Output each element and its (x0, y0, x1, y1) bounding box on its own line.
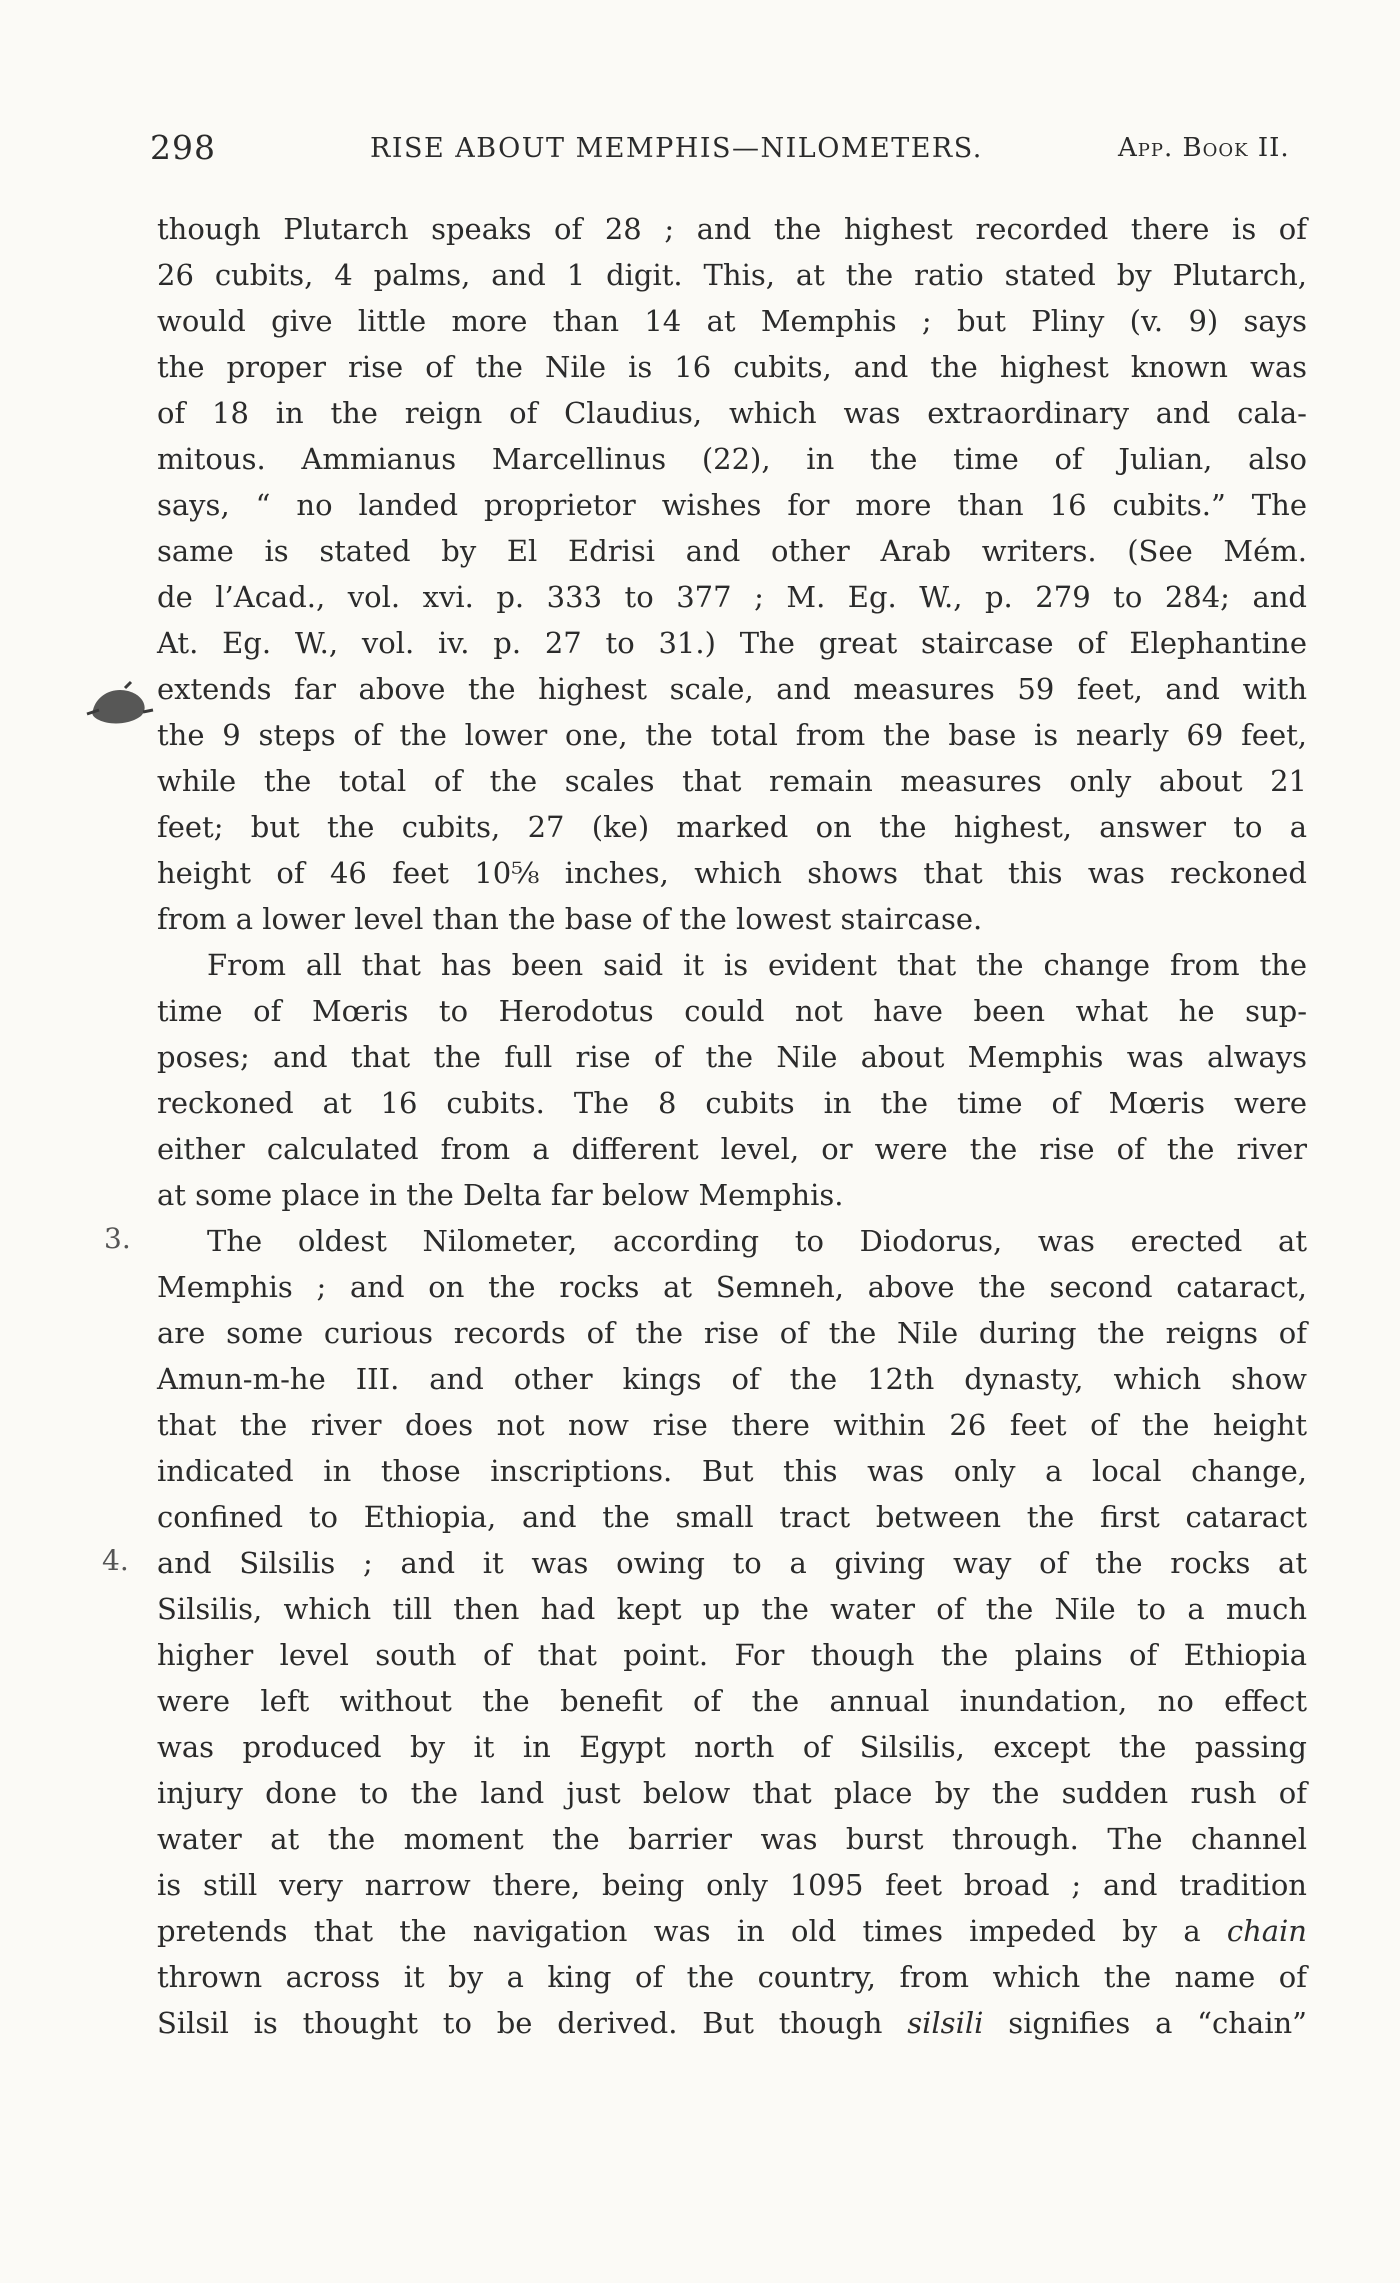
text-line: from a lower level than the base of the lowest staircase. (157, 902, 983, 936)
text-line-chain: pretends that the navigation was in old times impeded by a chain (157, 1914, 1307, 1948)
running-header (0, 128, 1400, 168)
text-line: either calculated from a different level, or were the rise of the river (157, 1132, 1307, 1166)
text-line: Silsilis, which till then had kept up the water of the Nile to a much (157, 1592, 1307, 1626)
body-text (157, 206, 1307, 2046)
text-line: Amun-m-he III. and other kings of the 12th dynasty, which show (157, 1362, 1307, 1396)
paragraph-start-line: From all that has been said it is evident that the change from the (207, 948, 1307, 982)
text-line: At. Eg. W., vol. iv. p. 27 to 31.) The great staircase of Elephantine (157, 626, 1307, 660)
text-line: feet; but the cubits, 27 (ke) marked on the highest, answer to a (157, 810, 1307, 844)
text-line: confined to Ethiopia, and the small tract between the first cataract (157, 1500, 1307, 1534)
text-line: though Plutarch speaks of 28 ; and the highest recorded there is of (157, 212, 1307, 246)
text-line: mitous. Ammianus Marcellinus (22), in the time of Julian, also (157, 442, 1307, 476)
text-line: same is stated by El Edrisi and other Arab writers. (See Mém. (157, 534, 1307, 568)
text-line: is still very narrow there, being only 1095 feet broad ; and tradition (157, 1868, 1307, 1902)
text-line: at some place in the Delta far below Memphis. (157, 1178, 844, 1212)
text-line: were left without the benefit of the annual inundation, no effect (157, 1684, 1307, 1718)
text-line: the 9 steps of the lower one, the total from the base is nearly 69 feet, (157, 718, 1307, 752)
text-line: 26 cubits, 4 palms, and 1 digit. This, at the ratio stated by Plutarch, (157, 258, 1307, 292)
text-line: time of Mœris to Herodotus could not have been what he sup- (157, 994, 1307, 1028)
text-line: extends far above the highest scale, and measures 59 feet, and with (157, 672, 1307, 706)
text-line: reckoned at 16 cubits. The 8 cubits in the time of Mœris were (157, 1086, 1307, 1120)
text-line: thrown across it by a king of the country, from which the name of (157, 1960, 1307, 1994)
text-line: while the total of the scales that remain measures only about 21 (157, 764, 1307, 798)
text-line: higher level south of that point. For though the plains of Ethiopia (157, 1638, 1307, 1672)
text-line: injury done to the land just below that place by the sudden rush of (157, 1776, 1307, 1810)
text-line: was produced by it in Egypt north of Silsilis, except the passing (157, 1730, 1307, 1764)
text-line: of 18 in the reign of Claudius, which was extraordinary and cala- (157, 396, 1307, 430)
text-line: Memphis ; and on the rocks at Semneh, above the second cataract, (157, 1270, 1307, 1304)
running-title: RISE ABOUT MEMPHIS—NILOMETERS. (370, 133, 983, 164)
margin-number-3: 3. (104, 1222, 131, 1255)
text-line: indicated in those inscriptions. But this was only a local change, (157, 1454, 1307, 1488)
page-number: 298 (150, 128, 216, 167)
text-line: the proper rise of the Nile is 16 cubits, and the highest known was (157, 350, 1307, 384)
margin-number-4: 4. (102, 1544, 129, 1577)
text-line: are some curious records of the rise of the Nile during the reigns of (157, 1316, 1307, 1350)
text-line: poses; and that the full rise of the Nile about Memphis was always (157, 1040, 1307, 1074)
text-line: says, “ no landed proprietor wishes for more than 16 cubits.” The (157, 488, 1307, 522)
section-reference: App. Book II. (1118, 133, 1290, 163)
ink-stain-icon (85, 680, 155, 730)
text-line: that the river does not now rise there within 26 feet of the height (157, 1408, 1307, 1442)
italic-word: chain (1226, 1914, 1307, 1948)
text-line-silsili: Silsil is thought to be derived. But though silsili signifies a “chain” (157, 2006, 1307, 2040)
text-line: de l’Acad., vol. xvi. p. 333 to 377 ; M. Eg. W., p. 279 to 284; and (157, 580, 1307, 614)
text-line: water at the moment the barrier was burst through. The channel (157, 1822, 1307, 1856)
paragraph-start-line: The oldest Nilometer, according to Diodorus, was erected at (207, 1224, 1307, 1258)
text-line: would give little more than 14 at Memphis ; but Pliny (v. 9) says (157, 304, 1307, 338)
text-line: height of 46 feet 10⅝ inches, which shows that this was reckoned (157, 856, 1307, 890)
italic-word: silsili (907, 2006, 984, 2040)
text-line: and Silsilis ; and it was owing to a giving way of the rocks at (157, 1546, 1307, 1580)
